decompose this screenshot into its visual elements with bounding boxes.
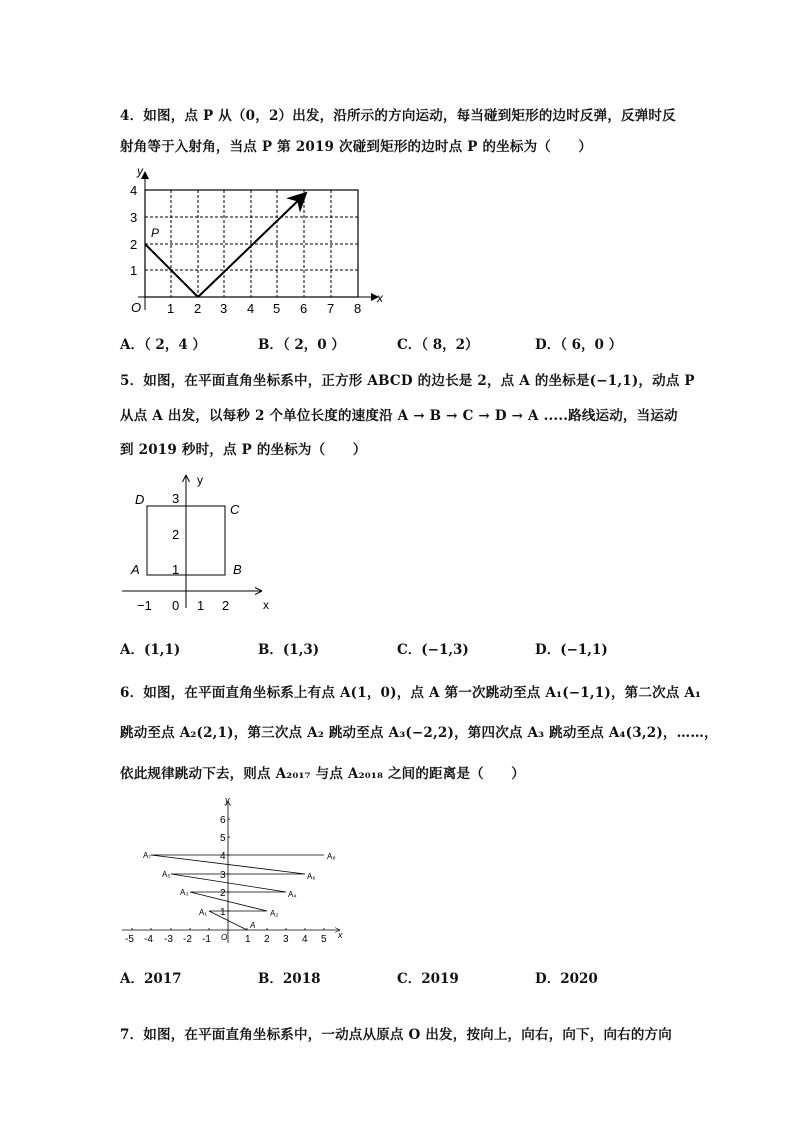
- q6-y-tick: 2: [220, 888, 226, 899]
- q5-y-tick: 2: [172, 527, 180, 542]
- q4-graph: [0, 160, 794, 360]
- q6-point-label: A₃: [180, 888, 189, 897]
- q4-y-tick: 3: [130, 210, 138, 225]
- q6-graph: [0, 795, 794, 955]
- q6-text-line2: 跳动至点 A₂(2,1)，第三次点 A₂ 跳动至点 A₃(−2,2)，第四次点 A₃ 跳动至点 A₄(3,2)，……，: [120, 725, 718, 741]
- q6-x-tick: 4: [302, 934, 308, 945]
- q5-x-tick: 1: [197, 598, 205, 613]
- q4-y-label: y: [137, 164, 143, 178]
- q4-grid: [145, 190, 358, 297]
- q6-y-tick: 5: [220, 833, 226, 844]
- q6-option-b[interactable]: B．2018: [258, 971, 321, 987]
- q5-label-a: A: [131, 562, 140, 577]
- q6-x-tick: -3: [164, 934, 173, 945]
- q5-x-tick: −1: [137, 598, 152, 613]
- q6-point-label: A₄: [288, 890, 297, 899]
- q4-origin: O: [131, 300, 142, 315]
- q4-y-tick: 1: [130, 263, 138, 278]
- q4-option-d[interactable]: D．（ 6，0 ）: [535, 337, 623, 353]
- q6-x-tick: 2: [264, 934, 270, 945]
- q6-jump-path: [151, 855, 324, 930]
- q4-x-label: x: [377, 291, 383, 305]
- q5-x-tick: 2: [222, 598, 230, 613]
- q5-option-c[interactable]: C．(−1,3): [397, 642, 469, 658]
- q6-origin: O: [221, 933, 228, 942]
- q5-x-label: x: [263, 598, 269, 612]
- q4-x-tick: 4: [247, 301, 255, 316]
- q5-graph: [0, 470, 794, 620]
- q6-option-a[interactable]: A．2017: [120, 971, 182, 987]
- q4-text-line2: 射角等于入射角，当点 P 第 2019 次碰到矩形的边时点 P 的坐标为（ ）: [120, 139, 593, 155]
- q5-text-line2: 从点 A 出发，以每秒 2 个单位长度的速度沿 A → B → C → D → A .....路线运动，当运动: [120, 408, 678, 424]
- q4-x-tick: 6: [300, 301, 308, 316]
- q4-option-b[interactable]: B．（ 2，0 ）: [258, 337, 345, 353]
- q6-x-tick: -5: [125, 934, 134, 945]
- q6-x-label: x: [338, 930, 343, 940]
- q5-option-b[interactable]: B．(1,3): [258, 642, 320, 658]
- q4-option-a[interactable]: A．（ 2，4 ）: [120, 337, 206, 353]
- q4-y-tick: 4: [130, 183, 138, 198]
- q4-x-tick: 2: [194, 301, 202, 316]
- q4-x-tick: 1: [167, 301, 175, 316]
- q5-text-line1: 5．如图，在平面直角坐标系中，正方形 ABCD 的边长是 2，点 A 的坐标是(−1,1)，动点 P: [120, 373, 695, 389]
- q6-point-label: A₅: [162, 870, 171, 879]
- q4-x-tick: 8: [354, 301, 362, 316]
- q6-point-label: A₂: [270, 909, 279, 918]
- q6-y-label: y: [225, 795, 230, 805]
- q6-y-tick: 1: [220, 907, 226, 918]
- q5-y-tick: 1: [172, 562, 180, 577]
- q4-x-tick: 7: [327, 301, 335, 316]
- q4-text-line1: 4．如图，点 P 从（0，2）出发，沿所示的方向运动，每当碰到矩形的边时反弹，反弹时反: [120, 108, 676, 124]
- q6-text-line1: 6．如图，在平面直角坐标系上有点 A(1，0)，点 A 第一次跳动至点 A₁(−1,1)，第二次点 A₁: [120, 685, 702, 701]
- q5-option-a[interactable]: A．(1,1): [120, 642, 181, 658]
- q6-x-tick: 3: [283, 934, 289, 945]
- q5-y-tick: 3: [172, 491, 180, 506]
- q4-option-c[interactable]: C．（ 8，2）: [397, 337, 479, 353]
- q5-y-label: y: [197, 473, 203, 487]
- q4-x-tick: 3: [220, 301, 228, 316]
- q5-label-d: D: [135, 492, 145, 507]
- q4-x-ticks: [167, 301, 361, 316]
- q5-label-c: C: [230, 502, 240, 517]
- q6-y-tick: 3: [220, 870, 226, 881]
- q6-point-label: A₈: [327, 852, 336, 861]
- q4-x-tick: 5: [273, 301, 281, 316]
- q6-option-d[interactable]: D．2020: [535, 971, 598, 987]
- q6-x-tick: -1: [202, 934, 211, 945]
- q4-y-tick: 2: [130, 237, 138, 252]
- q6-x-tick: 1: [245, 934, 251, 945]
- q4-path-arrow: [198, 193, 306, 297]
- q6-text-line3: 依此规律跳动下去，则点 A₂₀₁₇ 与点 A₂₀₁₈ 之间的距离是（ ）: [120, 766, 525, 782]
- q6-x-tick: -2: [183, 934, 192, 945]
- q5-option-d[interactable]: D．(−1,1): [535, 642, 608, 658]
- q6-y-tick: 4: [220, 851, 226, 862]
- q6-x-tick: 5: [321, 934, 327, 945]
- q6-point-label: A₇: [143, 851, 152, 860]
- q6-y-tick: 6: [220, 815, 226, 826]
- q6-point-label: A: [250, 921, 256, 930]
- q6-point-label: A₆: [307, 872, 316, 881]
- q5-label-b: B: [233, 562, 242, 577]
- q6-x-tick: -4: [144, 934, 153, 945]
- q4-point-label: P: [151, 226, 160, 240]
- q5-text-line3: 到 2019 秒时，点 P 的坐标为（ ）: [120, 442, 367, 458]
- q7-text-line1: 7．如图，在平面直角坐标系中，一动点从原点 O 出发，按向上，向右，向下，向右的方向: [120, 1027, 672, 1043]
- q5-x-tick: 0: [172, 598, 180, 613]
- q6-point-label: A₁: [199, 908, 208, 917]
- q4-y-ticks: [130, 183, 137, 278]
- q6-option-c[interactable]: C．2019: [397, 971, 459, 987]
